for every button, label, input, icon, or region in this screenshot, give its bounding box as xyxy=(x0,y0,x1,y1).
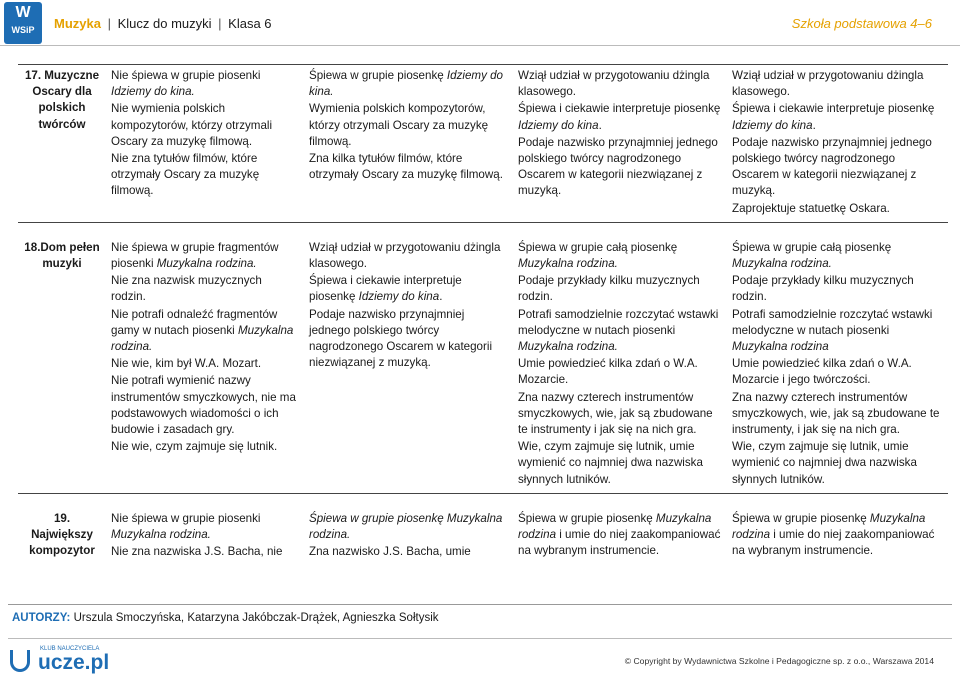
subject: Muzyka xyxy=(54,16,101,31)
gap-cell xyxy=(513,493,727,508)
requirement-text: Nie wymienia polskich kompozytorów, którzy otrzymali Oscary za muzykę filmową. xyxy=(111,102,273,148)
requirement xyxy=(309,273,508,305)
requirement-text: Wziął udział w przygotowaniu dżingla klasowego. xyxy=(732,69,924,99)
logo-mark: W xyxy=(15,4,31,21)
requirement-text: Idziemy do kina xyxy=(732,118,813,132)
requirement-text: i umie do niej zaakompaniować na wybranym instrumencie. xyxy=(518,528,721,558)
requirement-text: Potrafi samodzielnie rozczytać wstawki melodyczne w nutach piosenki xyxy=(518,307,719,337)
copyright: © Copyright by Wydawnictwa Szkolne i Pedagogiczne sp. z o.o., Warszawa 2014 xyxy=(624,656,934,666)
requirement-text: Muzykalna rodzina. xyxy=(111,323,294,354)
requirement-text: Nie zna tytułów filmów, które otrzymały Oscary za muzykę filmową. xyxy=(111,152,260,198)
requirement xyxy=(309,101,508,150)
requirement-text: Nie wie, czym zajmuje się lutnik. xyxy=(111,440,278,454)
requirement xyxy=(732,390,943,439)
requirement xyxy=(732,240,943,272)
gap-cell xyxy=(304,493,513,508)
table-row xyxy=(18,65,948,223)
requirement-text: Umie powiedzieć kilka zdań o W.A. Mozarcie. xyxy=(518,357,698,387)
requirement xyxy=(309,544,508,560)
requirement-text: Zna nazwisko J.S. Bacha, umie xyxy=(309,545,471,559)
requirement xyxy=(111,307,299,356)
requirement xyxy=(732,307,943,356)
gap-cell xyxy=(106,493,304,508)
requirement xyxy=(111,273,299,305)
requirement xyxy=(732,68,943,100)
requirement-text: Idziemy do kina xyxy=(518,118,599,132)
requirement xyxy=(111,511,299,543)
requirement xyxy=(111,373,299,438)
gap-cell xyxy=(18,222,106,237)
requirement xyxy=(732,356,943,388)
grade-requirements-cell xyxy=(106,65,304,223)
logo-text: WSiP xyxy=(11,25,35,35)
requirement-text: Śpiewa w grupie piosenkę Muzykalna rodzina. xyxy=(309,511,503,542)
requirement xyxy=(518,439,722,488)
requirement-text: Śpiewa w grupie piosenkę xyxy=(309,69,447,82)
separator: | xyxy=(218,16,222,31)
requirement xyxy=(309,68,508,100)
requirement xyxy=(518,390,722,439)
requirement xyxy=(111,439,299,455)
requirement xyxy=(732,511,943,560)
grade-requirements-cell xyxy=(106,237,304,494)
requirement-text: Śpiewa w grupie piosenkę xyxy=(518,511,656,525)
gap-cell xyxy=(727,493,948,508)
gap-cell xyxy=(106,222,304,237)
wsip-logo xyxy=(4,2,42,44)
requirements-table xyxy=(18,64,948,565)
grade: Klasa 6 xyxy=(228,16,272,31)
requirement-text: Idziemy do kina. xyxy=(111,85,195,99)
grade-requirements-cell xyxy=(727,508,948,566)
requirement xyxy=(518,307,722,356)
requirement-text: Nie potrafi odnaleźć fragmentów gamy w nutach piosenki xyxy=(111,307,278,337)
ucze-icon xyxy=(10,650,30,672)
requirement xyxy=(309,240,508,272)
requirement-text: Wymienia polskich kompozytorów, którzy otrzymali Oscary za muzykę filmową. xyxy=(309,102,489,148)
requirement xyxy=(518,356,722,388)
grade-requirements-cell xyxy=(727,65,948,223)
requirement xyxy=(111,151,299,200)
requirement-text: Muzykalna rodzina. xyxy=(732,257,832,271)
requirement-text: Zna nazwy czterech instrumentów smyczkowych, wie, jak są zbudowane te instrumenty i jak się na nich gra. xyxy=(518,390,713,437)
gap-cell xyxy=(304,222,513,237)
requirement-text: . xyxy=(439,290,443,304)
club-label: KLUB NAUCZYCIELA xyxy=(40,646,100,652)
requirement-text: Umie powiedzieć kilka zdań o W.A. Mozarcie i jego twórczości. xyxy=(732,357,912,387)
gap-cell xyxy=(18,493,106,508)
grade-requirements-cell xyxy=(106,508,304,566)
requirement-text: Potrafi samodzielnie rozczytać wstawki melodyczne w nutach piosenki xyxy=(732,307,933,337)
grade-requirements-cell xyxy=(727,237,948,494)
requirement xyxy=(732,273,943,305)
row-gap xyxy=(18,222,948,237)
requirement xyxy=(732,101,943,133)
requirement-text: Nie zna nazwisk muzycznych rodzin. xyxy=(111,274,262,304)
requirement-text: . xyxy=(598,118,602,132)
school-level: Szkoła podstawowa 4–6 xyxy=(791,16,932,31)
requirement-text: Muzykalna rodzina. xyxy=(518,340,618,354)
row-gap xyxy=(18,493,948,508)
authors xyxy=(12,612,439,624)
gap-cell xyxy=(727,222,948,237)
lesson-topic: 18.Dom pełen muzyki xyxy=(24,240,100,271)
requirement xyxy=(111,356,299,372)
header-divider xyxy=(0,45,960,46)
grade-requirements-cell xyxy=(513,65,727,223)
requirement-text: Podaje nazwisko przynajmniej jednego polskiego twórcy nagrodzonego Oscarem w kategorii niezwiązanej z muzyką. xyxy=(309,307,493,370)
requirement-text: Wie, czym zajmuje się lutnik, umie wymienić co najmniej dwa nazwiska słynnych lutników. xyxy=(518,440,703,486)
requirement xyxy=(732,201,943,217)
requirement-text: Nie śpiewa w grupie piosenki xyxy=(111,511,261,525)
requirement xyxy=(111,240,299,272)
grade-requirements-cell xyxy=(304,508,513,566)
requirement xyxy=(518,135,722,200)
requirement-text: Muzykalna rodzina xyxy=(732,340,829,354)
requirement-text: Podaje przykłady kilku muzycznych rodzin. xyxy=(518,274,700,304)
table-row xyxy=(18,508,948,566)
requirement xyxy=(111,68,299,100)
requirement-text: Śpiewa i ciekawie interpretuje piosenkę xyxy=(518,102,721,116)
program-name: Klucz do muzyki xyxy=(117,16,212,31)
bottom-divider xyxy=(8,638,952,639)
requirement-text: Nie zna nazwiska J.S. Bacha, nie xyxy=(111,545,283,559)
requirement xyxy=(518,240,722,272)
requirement-text: Zna kilka tytułów filmów, które otrzymały Oscary za muzykę filmową. xyxy=(309,152,503,182)
requirement-text: Idziemy do kina xyxy=(358,290,440,304)
lesson-topic: 17. Muzyczne Oscary dla polskich twórców xyxy=(18,65,106,223)
requirement-text: i umie do niej zaakompaniować na wybranym instrumencie. xyxy=(732,528,935,558)
grade-requirements-cell xyxy=(513,237,727,494)
requirement-text: Podaje nazwisko przynajmniej jednego polskiego twórcy nagrodzonego Oscarem w kategorii niezwiązanej z muzyką. xyxy=(518,135,718,198)
requirement-text: Muzykalna rodzina xyxy=(732,511,926,542)
requirement xyxy=(732,439,943,488)
requirement xyxy=(309,151,508,183)
requirement-text: Nie śpiewa w grupie piosenki xyxy=(111,69,261,82)
requirement xyxy=(518,68,722,100)
requirement-text: Śpiewa w grupie całą piosenkę xyxy=(732,240,892,254)
requirement-text: Muzykalna rodzina. xyxy=(518,257,618,271)
lesson-topic: 19. Największy kompozytor xyxy=(29,511,95,558)
requirement-text: Muzykalna rodzina xyxy=(518,511,712,542)
requirement-text: Podaje przykłady kilku muzycznych rodzin. xyxy=(732,274,914,304)
authors-names: Urszula Smoczyńska, Katarzyna Jakóbczak-Drążek, Agnieszka Sołtysik xyxy=(73,612,439,624)
requirement-text: Nie wie, kim był W.A. Mozart. xyxy=(111,357,262,371)
page-header xyxy=(0,0,960,48)
requirement-text: Śpiewa w grupie piosenkę xyxy=(732,511,870,525)
requirement-text: Muzykalna rodzina. xyxy=(111,528,211,542)
table-row xyxy=(18,237,948,494)
requirement-text: Śpiewa i ciekawie interpretuje piosenkę xyxy=(732,102,935,116)
separator: | xyxy=(107,16,111,31)
requirement xyxy=(111,544,299,560)
requirement xyxy=(309,511,508,543)
grade-requirements-cell xyxy=(304,65,513,223)
requirement-text: Wie, czym zajmuje się lutnik, umie wymienić co najmniej dwa nazwiska słynnych lutników. xyxy=(732,440,917,486)
requirement-text: Podaje nazwisko przynajmniej jednego polskiego twórcy nagrodzonego Oscarem w kategorii niezwiązanej z muzyką. xyxy=(732,135,932,198)
requirement-text: . xyxy=(812,118,816,132)
grade-requirements-cell xyxy=(304,237,513,494)
requirement xyxy=(732,135,943,200)
footer-divider xyxy=(8,604,952,605)
requirement xyxy=(518,101,722,133)
requirement-text: Zaprojektuje statuetkę Oskara. xyxy=(732,201,890,215)
requirement xyxy=(518,511,722,560)
club-name: ucze.pl xyxy=(38,651,110,674)
requirement-text: Śpiewa i ciekawie interpretuje piosenkę xyxy=(309,274,462,304)
requirement xyxy=(111,101,299,150)
requirement-text: Wziął udział w przygotowaniu dżingla klasowego. xyxy=(309,240,501,271)
requirement-text: Muzykalna rodzina. xyxy=(156,257,257,271)
gap-cell xyxy=(513,222,727,237)
authors-label: AUTORZY: xyxy=(12,612,71,624)
grade-requirements-cell xyxy=(513,508,727,566)
requirement xyxy=(309,307,508,372)
requirement-text: Nie potrafi wymienić nazwy instrumentów smyczkowych, nie ma podstawowych wiadomości o ich budowie i zasadach gry. xyxy=(111,374,296,437)
requirement-text: Śpiewa w grupie całą piosenkę xyxy=(518,240,678,254)
requirement-text: Wziął udział w przygotowaniu dżingla klasowego. xyxy=(518,69,710,99)
requirement-text: Nie śpiewa w grupie fragmentów piosenki xyxy=(111,240,279,271)
requirement-text: Zna nazwy czterech instrumentów smyczkowych, wie, jak są zbudowane te instrumenty, i jak się na nich gra. xyxy=(732,390,940,437)
requirement xyxy=(518,273,722,305)
requirement-text: Idziemy do kina. xyxy=(309,69,503,99)
header-title xyxy=(54,16,272,31)
